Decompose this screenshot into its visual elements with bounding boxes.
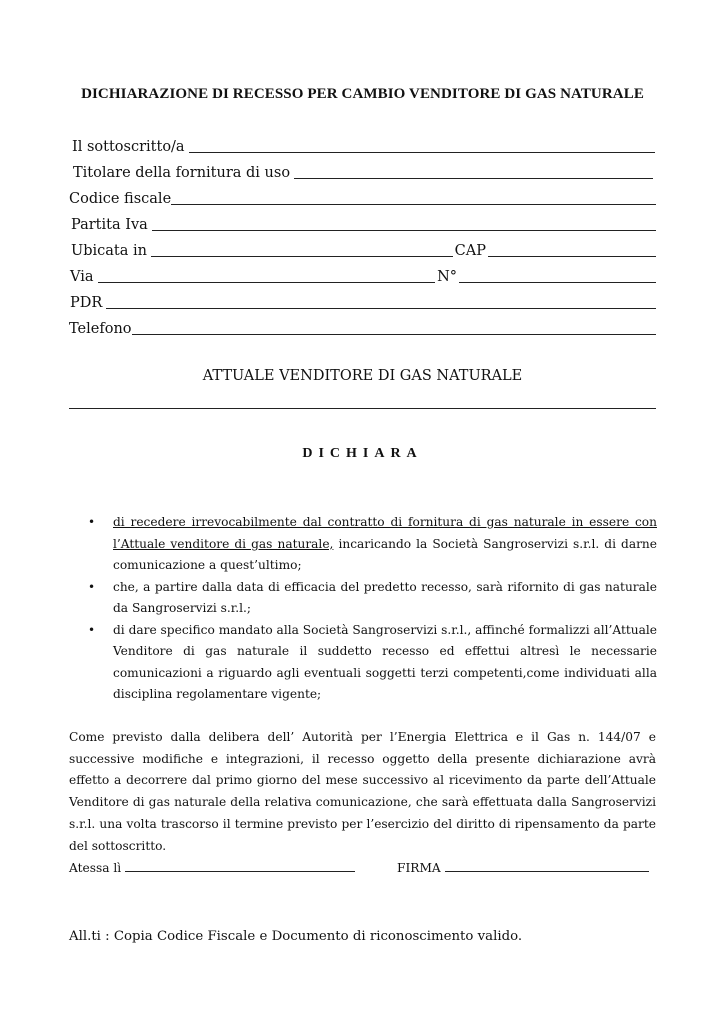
partita-iva-label: Partita Iva <box>71 217 148 233</box>
telefono-label: Telefono <box>69 321 132 337</box>
partita-iva-field[interactable] <box>71 212 656 234</box>
declaration-item-recesso <box>86 512 657 577</box>
titolare-line[interactable] <box>294 177 653 179</box>
numero-label: N° <box>437 269 457 285</box>
vendor-line[interactable] <box>69 408 656 409</box>
ubicata-line[interactable] <box>151 255 453 257</box>
titolare-field[interactable] <box>73 160 653 182</box>
bullet-icon: • <box>88 515 96 529</box>
via-label: Via <box>70 269 94 285</box>
cap-label: CAP <box>454 243 486 259</box>
via-field[interactable] <box>70 264 656 286</box>
codice-fiscale-field[interactable] <box>69 186 656 208</box>
place-label: Atessa lì <box>69 861 122 875</box>
place-date-line[interactable] <box>125 870 355 872</box>
cap-line[interactable] <box>488 255 656 257</box>
attachments-note: All.ti : Copia Codice Fiscale e Documento di riconoscimento valido. <box>69 929 523 944</box>
signature-field[interactable] <box>397 856 649 876</box>
sottoscritto-field[interactable] <box>72 134 655 156</box>
place-date-field[interactable] <box>69 856 355 876</box>
sottoscritto-line[interactable] <box>189 151 655 153</box>
bullet-icon: • <box>88 622 96 637</box>
via-line[interactable] <box>98 281 436 283</box>
sottoscritto-label: Il sottoscritto/a <box>72 139 185 155</box>
declaration-list <box>86 512 657 706</box>
titolare-label: Titolare della fornitura di uso <box>73 165 291 181</box>
fornitura-text: che, a partire dalla data di efficacia del predetto recesso, sarà rifornito di gas naturale da Sangroservizi s.r.l.; <box>113 579 657 615</box>
vendor-heading: ATTUALE VENDITORE DI GAS NATURALE <box>202 368 523 384</box>
delibera-paragraph: Come previsto dalla delibera dell’ Autorità per l’Energia Elettrica e il Gas n. 144/07 e successive modifiche e integrazioni, il recesso oggetto della presente dichiarazione avrà effetto a decorrere dal primo giorno del mese successivo al ricevimento da parte dell’Attuale Venditore di gas naturale della relativa comunicazione, che sarà effettuata dalla Sangroservizi s.r.l. una volta trascorso il termine previsto per l’esercizio del diritto di ripensamento da parte del sottoscritto. <box>69 730 656 853</box>
declaration-item-mandato <box>86 620 657 706</box>
telefono-line[interactable] <box>132 333 656 335</box>
declaration-item-fornitura <box>86 577 657 620</box>
pdr-field[interactable] <box>70 290 656 312</box>
recesso-underlined-text: di recedere irrevocabilmente dal contratto di fornitura di gas naturale in essere con l’Attuale venditore di gas naturale, <box>113 515 657 551</box>
recesso-text: incaricando la Società Sangroservizi s.r.l. di darne comunicazione a quest’ultimo; <box>113 536 657 572</box>
firma-label: FIRMA <box>397 861 441 875</box>
pdr-line[interactable] <box>106 307 656 309</box>
codice-fiscale-line[interactable] <box>171 203 656 205</box>
dichiara-heading: DICHIARA <box>302 446 423 461</box>
partita-iva-line[interactable] <box>152 229 656 231</box>
numero-line[interactable] <box>459 281 656 283</box>
ubicata-field[interactable] <box>71 238 656 260</box>
mandato-text: di dare specifico mandato alla Società Sangroservizi s.r.l., affinché formalizzi all’Attuale Venditore di gas naturale il suddetto recesso ed effettui altresì le necessarie comunicazioni a riguardo agli eventuali soggetti terzi competenti,come individuati alla disciplina regolamentare vigente; <box>113 622 658 701</box>
telefono-field[interactable] <box>69 316 656 338</box>
signature-line[interactable] <box>445 870 649 872</box>
ubicata-label: Ubicata in <box>71 243 147 259</box>
document-title: DICHIARAZIONE DI RECESSO PER CAMBIO VENDITORE DI GAS NATURALE <box>81 86 644 102</box>
codice-fiscale-label: Codice fiscale <box>69 191 172 207</box>
bullet-icon: • <box>88 579 96 594</box>
pdr-label: PDR <box>70 295 103 311</box>
